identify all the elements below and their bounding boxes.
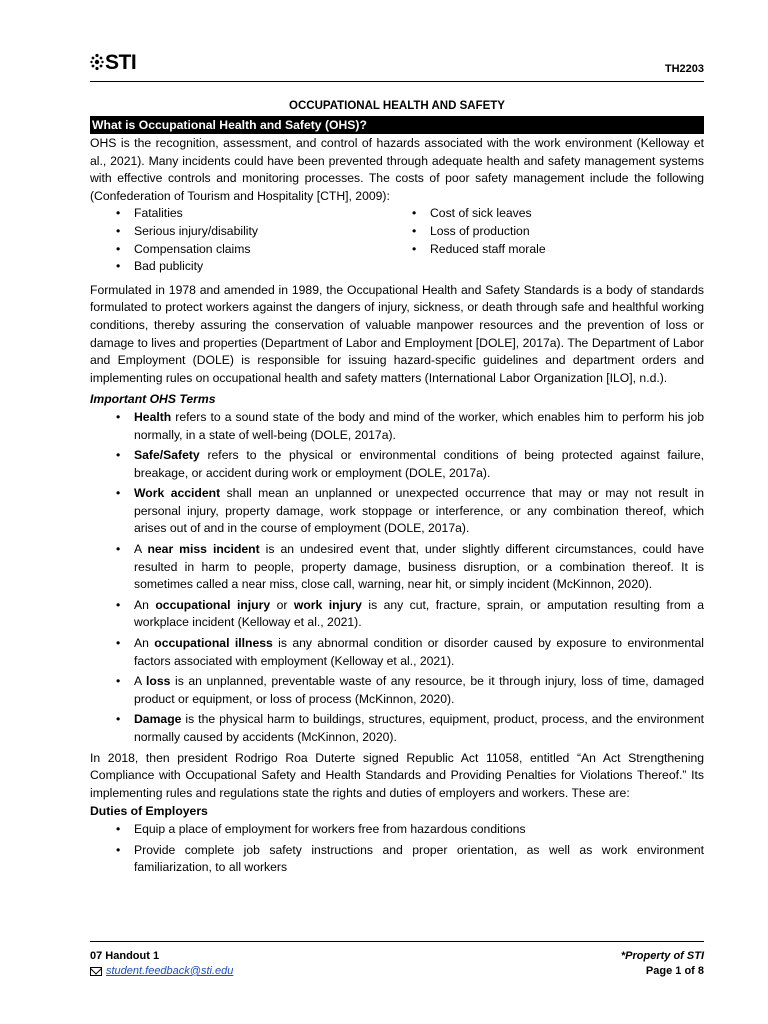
term-definition: is any abnormal condition or disorder caused by exposure to environmental factors associated with employment (Kelloway et al., 2021). — [134, 636, 704, 668]
term-definition: is the physical harm to buildings, structures, equipment, product, process, and the environment normally caused by accidents (McKinnon, 2020). — [134, 712, 704, 744]
footer-right — [621, 949, 704, 979]
republic-act-paragraph: In 2018, then president Rodrigo Roa Duterte signed Republic Act 11058, entitled “An Act Strengthening Compliance with Occupational Safety and Health Standards and Providing Penalties for Violations Thereof.” Its implementing rules and regulations state the rights and duties of employers and workers. These are: — [90, 750, 704, 800]
list-item: • Bad publicity — [112, 258, 408, 276]
term-label: work injury — [293, 597, 362, 612]
feedback-email-link[interactable]: student.feedback@sti.edu — [106, 965, 234, 977]
list-item: • Reduced staff morale — [408, 241, 704, 259]
term-label: Damage — [134, 712, 182, 727]
costs-list-left — [112, 205, 408, 275]
header-divider — [90, 81, 704, 82]
term-definition: refers to the physical or environmental conditions of being protected against failure, breakage, or accident during work or employment (DOLE, 2017a). — [134, 448, 704, 480]
term-item-safety — [112, 447, 704, 482]
term-definition: shall mean an unplanned or unexpected occurrence that may or may not result in personal injury, property damage, work stoppage or interference, or any combination thereof, which arises out of and in the course of employment (DOLE, 2017a). — [134, 486, 704, 536]
term-label: Work accident — [134, 486, 221, 501]
page-header — [90, 50, 704, 80]
property-notice: *Property of STI — [620, 950, 704, 962]
envelope-icon — [90, 967, 102, 976]
section-heading-ohs: What is Occupational Health and Safety (OHS)? — [90, 116, 704, 134]
term-prefix: An — [134, 636, 155, 651]
sti-logo-mark-icon — [90, 53, 104, 73]
term-definition: is an undesired event that, under slightly different circumstances, could have resulted in harm to people, property damage, business disruption, or a combination thereof. It is sometimes called a near miss, close call, warning, near hit, or simply incident (McKinnon, 2020). — [134, 542, 705, 592]
ohs-intro-paragraph: OHS is the recognition, assessment, and control of hazards associated with the work environment (Kelloway et al., 2021). Many incidents could have been prevented through adequate health and safety management systems with effective controls and monitoring processes. The costs of poor safety management include the following (Confederation of Tourism and Hospitality [CTH], 2009): — [90, 136, 704, 203]
document-body — [90, 97, 704, 877]
term-item-work-accident — [112, 485, 704, 538]
term-item-occupational-illness — [112, 635, 704, 670]
term-item-damage — [112, 711, 704, 746]
costs-bullet-list — [90, 205, 704, 275]
footer-divider — [90, 941, 704, 942]
list-item: • Loss of production — [408, 223, 704, 241]
term-prefix: A — [134, 542, 148, 557]
term-label: occupational injury — [155, 597, 271, 612]
duties-heading: Duties of Employers — [90, 804, 208, 819]
term-definition: is any cut, fracture, sprain, or amputation resulting from a workplace incident (Kelloway et al., 2021). — [134, 597, 704, 630]
term-item-occupational-injury — [112, 597, 704, 632]
page-number: Page 1 of 8 — [645, 965, 704, 977]
list-item: • Equip a place of employment for workers free from hazardous conditions — [112, 821, 704, 839]
term-label: near miss incident — [147, 542, 260, 557]
term-label: occupational illness — [154, 636, 273, 651]
list-item: • Cost of sick leaves — [408, 205, 704, 223]
list-item: • Fatalities — [112, 205, 408, 223]
term-item-near-miss — [112, 541, 704, 594]
term-label: loss — [146, 674, 171, 689]
term-definition: refers to a sound state of the body and mind of the worker, which enables him to perform his job normally, in a state of well-being (DOLE, 2017a). — [134, 409, 704, 442]
feedback-email-row — [90, 964, 233, 979]
term-prefix: An — [134, 597, 156, 612]
standards-paragraph: Formulated in 1978 and amended in 1989, the Occupational Health and Safety Standards is a body of standards formulated to protect workers against the dangers of injury, sickness, or death through safe and healthful working conditions, thereby assuring the conservation of valuable manpower resources and the prevention of loss or damage to lives and properties (Department of Labor and Employment [DOLE], 2017a). The Department of Labor and Employment (DOLE) is responsible for issuing hazard-specific guidelines and department orders and implementing rules on occupational health and safety matters (International Labor Organization [ILO], n.d.). — [90, 282, 704, 385]
list-item: • Provide complete job safety instructions and proper orientation, as well as work environment familiarization, to all workers — [112, 842, 704, 877]
list-item: • Serious injury/disability — [112, 223, 408, 241]
footer-left — [90, 949, 233, 979]
term-label: Health — [134, 409, 172, 424]
term-prefix: A — [134, 674, 147, 689]
logo-text: STI — [105, 51, 137, 74]
duties-list — [90, 821, 704, 877]
term-item-loss — [112, 673, 704, 708]
term-item-health — [112, 409, 704, 444]
list-item: • Compensation claims — [112, 241, 408, 259]
handout-label: 07 Handout 1 — [90, 950, 160, 962]
costs-list-right — [408, 205, 704, 275]
terms-heading: Important OHS Terms — [90, 392, 216, 407]
terms-list — [90, 409, 704, 747]
term-label: Safe/Safety — [134, 448, 200, 463]
term-definition: is an unplanned, preventable waste of any resource, be it through injury, loss of time, damaged product or equipment, or loss of process (McKinnon, 2020). — [134, 674, 704, 706]
document-code: TH2203 — [664, 63, 704, 75]
page-title: OCCUPATIONAL HEALTH AND SAFETY — [289, 100, 505, 112]
sti-logo — [90, 52, 136, 73]
term-connector: or — [270, 597, 294, 612]
